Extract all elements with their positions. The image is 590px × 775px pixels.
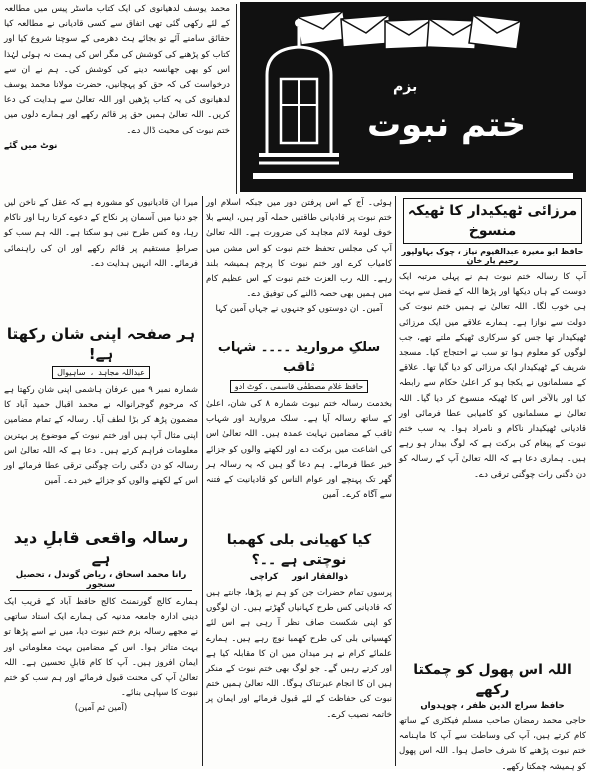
article-heading: سلکِ مروارید ۔۔۔۔ شہاب ثاقب xyxy=(217,340,381,375)
shan-article xyxy=(4,324,198,522)
article-paragraph: میرا ان قادیانیوں کو مشورہ ہے کہ عقل کے ناخن لیں جو دنیا میں آسمان پر نکاح کے دعوے کرتا رہا اور ناکام رہا، وہ کس طرح نبی ہو سکتا ہے۔ اللہ ہم سب کو صراطِ مستقیم پر قائم رکھے اور ان کی راہنمائی فرمائے۔ اللہ انہیں ہدایت دے۔ xyxy=(4,198,198,269)
article-heading: اللہ اس پھول کو چمکتا رکھے xyxy=(413,662,572,698)
silk-article xyxy=(206,338,392,524)
article-heading: رسالہ واقعی قابلِ دید ہے xyxy=(13,528,189,567)
article-paragraph: آمین۔ ان دوستوں کو جنہوں نے جہاں آمین کہا xyxy=(215,304,383,315)
article-paragraph: حاجی محمد رمضان صاحب مسلم فیکٹری کے ساتھ کام کرتے ہیں، آپ کی وساطت سے آپ کا ماہنامہ ختم نبوت پڑھنے کا شرف حاصل ہوا۔ اللہ اس پھول کو ہمیشہ چمکتا رکھے۔ xyxy=(399,716,586,772)
byline-place: کراچی xyxy=(249,572,279,582)
article-paragraph: آپ کا رسالہ ختم نبوت ہم نے پہلی مرتبہ ایک دوست کے ہاں دیکھا اور پڑھا اللہ کے فضل سے بہت ہی خوب لگا۔ اللہ تعالیٰ نے ہمیں ختم نبوت کی دولت سے نوازا ہے۔ ہمارے علاقے میں ایک مرزائی ٹھیکیدار تھا جس کو سرکاری ٹھیکے ملتے تھے، جب لوگوں کو معلوم ہوا تو سب نے احتجاج کیا۔ مسجد شریف کے ٹھیکیدار ایک مرزائی کو دیا گیا تھا۔ علاقے کے مسلمانوں نے یکجا ہو کر اعلیٰ حکام سے رابطہ کیا اور بالآخر اس کا ٹھیکہ منسوخ کر دیا گیا۔ اللہ تعالیٰ نے مسلمانوں کو کامیابی عطا فرمائی اور قادیانی ٹھیکیدار ناکام و نامراد ہوا۔ یہ سب ختم نبوت کے پیغام کی برکت ہے کہ لوگ بیدار ہو رہے ہیں۔ ہماری دعا ہے کہ اللہ تعالیٰ آپ کے رسالہ کو دن دگنی رات چوگنی ترقی دے۔ xyxy=(399,272,586,480)
article-paragraph: نوٹ میں گئے xyxy=(4,140,58,151)
byline-name: ذوالفقار انور xyxy=(292,572,349,582)
byline-row xyxy=(4,366,198,379)
masthead-title: ختم نبوت xyxy=(367,105,527,145)
article-paragraph: ہمارے کالج گورنمنٹ کالج حافظ آباد کے قریب ایک دینی ادارہ جامعہ مدنیہ کی ہمارے ایک استاد ساتھی نے مجھے رسالہ بزم ختم نبوت دیا، میں نے اسے پڑھا تو بہت متاثر ہوا۔ اس کے مضامین بہت معلوماتی اور ایمان افروز ہیں۔ آپ کا کام قابلِ تحسین ہے۔ اللہ تعالیٰ آپ کی محنت قبول فرمائے اور ہم سب کو ختم نبوت کا سپاہی بنائے۔ xyxy=(4,597,198,699)
waqai-article xyxy=(4,528,198,764)
masthead xyxy=(240,2,586,192)
article-paragraph: (آمین ثم آمین) xyxy=(74,703,128,714)
top-left-article xyxy=(4,2,230,188)
masthead-bazm: بزم xyxy=(393,79,418,95)
article-byline: حافظ سراج الدین ظفر ، چوہدواں xyxy=(420,701,565,711)
article-byline: رانا محمد اسحاق ، ریاض گوندل ، تحصیل سنجور xyxy=(10,570,192,591)
byline-row xyxy=(206,380,392,393)
byline-row xyxy=(206,572,392,582)
khisiyani-article xyxy=(206,530,392,764)
column-rule xyxy=(236,4,237,194)
article-heading-box xyxy=(403,198,582,244)
article-paragraph: بخدمت رسالہ ختم نبوت شمارہ ۸ کی شان، اعلیٰ کے ساتھ رسالہ آیا ہے۔ سلک مروارید اور شہاب ثاقب کے مضامین نہایت عمدہ ہیں۔ اللہ تعالیٰ اس کی اشاعت میں برکت دے اور لکھنے والوں کو جزائے خیر عطا فرمائے۔ ہم دعا گو ہیں کہ یہ رسالہ ہر گھر تک پہنچے اور عوام الناس کو قادیانیت کے فتنہ سے آگاہ کرے۔ آمین xyxy=(206,399,392,501)
article-byline: حافظ ابو مغیرہ عبدالقیوم نیاز ، چوک بہاولپور رحیم یار خان xyxy=(399,247,586,266)
column-rule xyxy=(395,196,396,766)
byline-box: حافظ غلام مصطفٰی قاسمی ، کوٹ ادو xyxy=(230,380,368,393)
mansookh-article xyxy=(399,198,586,656)
mirza-article xyxy=(4,196,198,316)
article-paragraph: ہوئی۔ آج کے اس پرفتن دور میں جبکہ اسلام اور ختم نبوت پر قادیانی طاقتیں حملہ آور ہیں، ایسے بلا خوف لومۃ لائم مجاہد کی ضرورت ہے۔ اللہ تعالیٰ آپ کی مجلس تحفظ ختم نبوت کو اس مشن میں کامیاب کرے اور ختم نبوت کا پرچم ہمیشہ بلند رہے۔ اللہ رب العزت ختم نبوت کے اس عظیم کام میں ہمیں بھی حصہ ڈالنے کی توفیق دے۔ xyxy=(206,198,392,300)
byline-name: عبداللہ مجاہد xyxy=(98,368,145,377)
article-heading: کیا کھیانی بلی کھمبا نوچتی ہے ۔۔؟ xyxy=(226,532,372,568)
article-paragraph: پرسوں تمام حضرات جن کو ہم نے پڑھا، جانتے ہیں کہ قادیانی کس طرح کہانیاں گھڑتے ہیں۔ ان لوگوں کو اپنی شکست صاف نظر آ رہی ہے اس لئے کھسیانی بلی کی طرح کھمبا نوچ رہے ہیں۔ ہمارے علمائے کرام نے ہر میدان میں ان کا مقابلہ کیا ہے اور کرتے رہیں گے۔ جو لوگ بھی ختم نبوت کے منکر ہیں ان کا انجام عبرتناک ہوگا۔ اللہ تعالیٰ ہمیں ختم نبوت کی حفاظت کے لئے قبول فرمائے اور ایمان پر خاتمہ نصیب کرے۔ xyxy=(206,588,392,720)
column-rule xyxy=(202,196,203,766)
masthead-artwork xyxy=(243,5,583,189)
article-paragraph: محمد یوسف لدھیانوی کی ایک کتاب ماسٹر پیس میں مطالعہ کے لئے رکھی گئی تھی اتفاق سے کسی قادیانی نے مطالعہ کیا حقائق سامنے آئے تو بجائے ہٹ دھرمی کے سوچنا شروع کیا اور کتاب کو پڑھنے کی کوشش کی مگر اس کی ہمت نہ ہوئی لہٰذا اس کو بھی جھانسہ دینے کی کوشش کی۔ ہم نے ان سے درخواست کی کہ حق کو پہچانیں، حضرت مولانا محمد یوسف لدھیانوی کی یہ کتاب پڑھیں اور اللہ تعالیٰ سے ہدایت کی دعا کریں۔ اللہ تعالیٰ ہمیں حق پر قائم رکھے اور ہمارے دلوں میں ختم نبوت کی محبت ڈال دے۔ xyxy=(4,4,230,136)
phool-article xyxy=(399,660,586,772)
continuation-article xyxy=(206,196,392,334)
article-paragraph: شمارہ نمبر ۹ میں عرفان ہاشمی اپنی شان رکھتا ہے کہ مرحوم گوجرانوالہ نے محمد اقبال حمید آباد کا مضمون پڑھ کر بڑا لطف آیا۔ رسالہ کے تمام مضامین اپنی مثال آپ ہیں اور ختم نبوت کے موضوع پر بہترین معلومات فراہم کرتے ہیں۔ دعا ہے کہ اللہ تعالیٰ اس رسالہ کو دن دگنی رات چوگنی ترقی عطا فرمائے اور اس کے لکھنے والوں کو جزائے خیر دے۔ آمین xyxy=(4,385,198,487)
byline-box: عبداللہ مجاہد ، ساہیوال xyxy=(52,366,150,379)
byline-place: ساہیوال xyxy=(57,368,86,377)
article-heading: مرزائی ٹھیکیدار کا ٹھیکہ منسوخ xyxy=(407,203,578,239)
article-heading: ہر صفحہ اپنی شان رکھتا ہے! xyxy=(6,325,196,363)
